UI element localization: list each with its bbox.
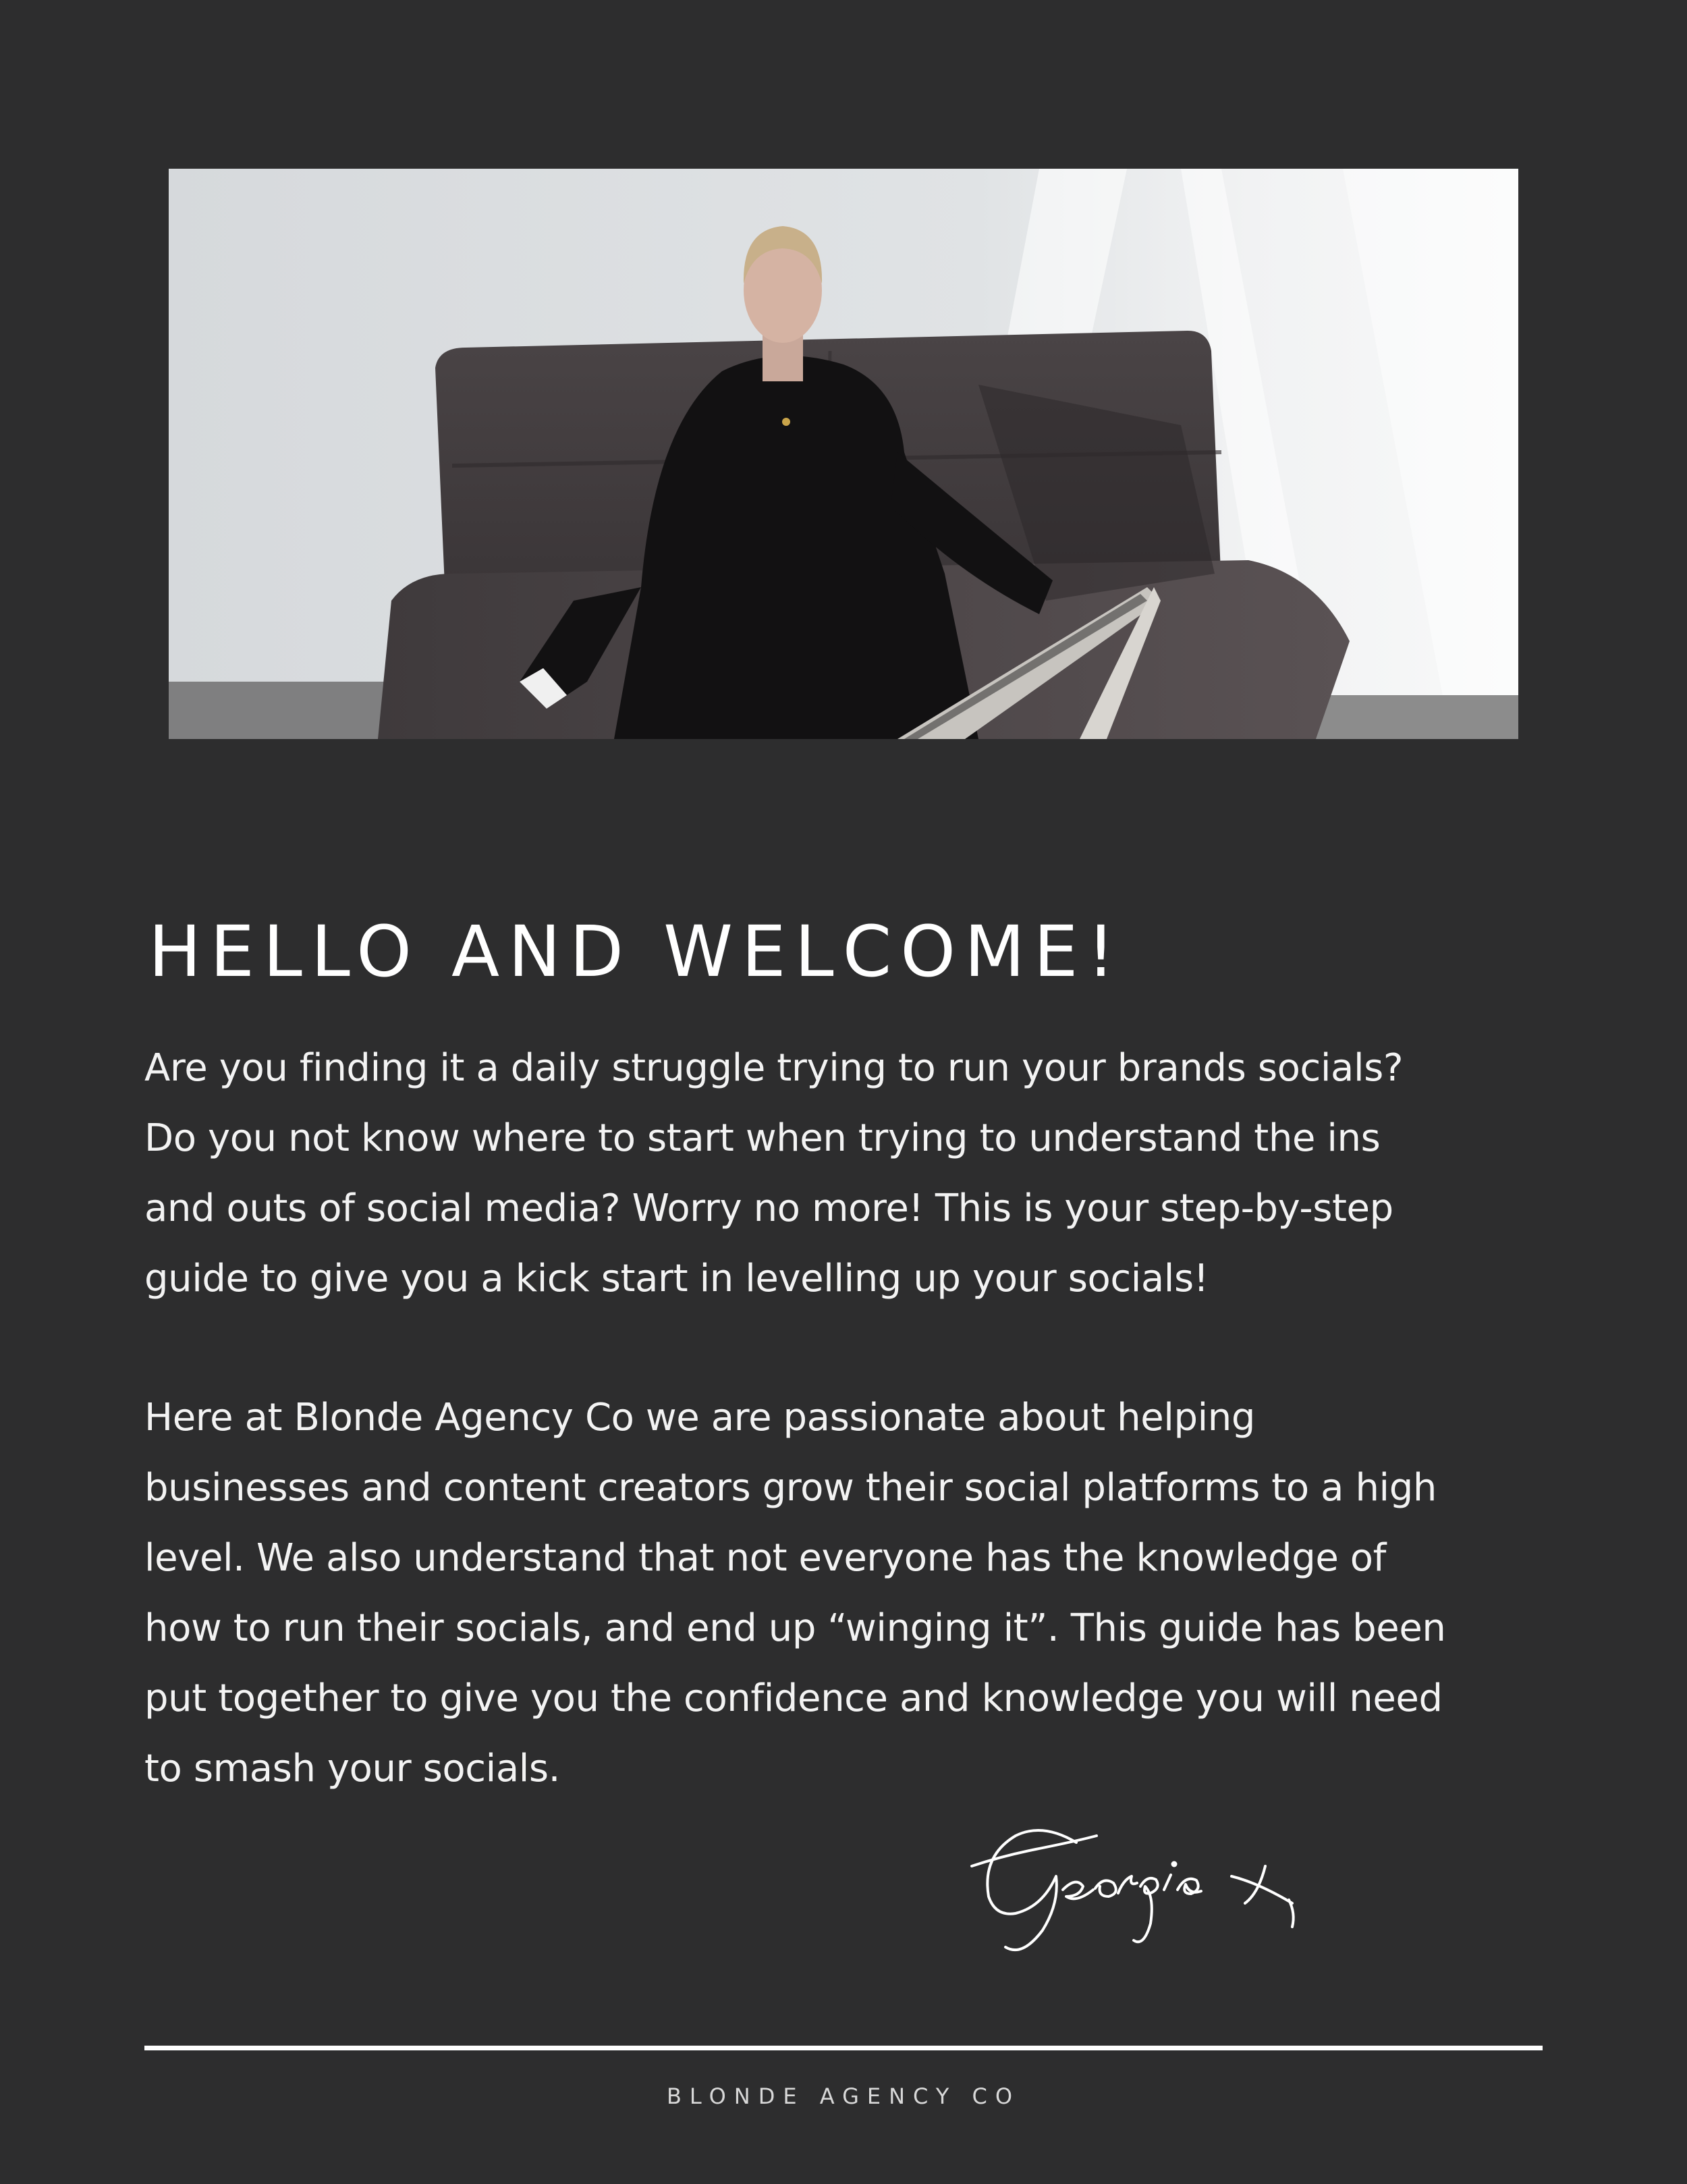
footer-brand: BLONDE AGENCY CO	[666, 2083, 1021, 2109]
signature-icon	[941, 1802, 1346, 1964]
about-line: businesses and content creators grow their social platforms to a high	[144, 1466, 1437, 1510]
about-line: to smash your socials.	[144, 1747, 561, 1791]
intro-line: Are you finding it a daily struggle trying to run your brands socials?	[144, 1046, 1404, 1090]
portrait-photo-icon	[169, 169, 1518, 739]
intro-paragraph	[144, 1033, 1561, 1314]
intro-line: and outs of social media? Worry no more! This is your step-by-step	[144, 1186, 1393, 1230]
about-line: level. We also understand that not everyone has the knowledge of	[144, 1536, 1386, 1580]
footer-divider	[144, 2046, 1543, 2050]
about-line: how to run their socials, and end up “winging it”. This guide has been	[144, 1606, 1446, 1650]
about-paragraph	[144, 1383, 1561, 1804]
about-line: put together to give you the confidence and knowledge you will need	[144, 1676, 1443, 1720]
hero-photo	[169, 169, 1518, 739]
intro-line: Do you not know where to start when trying to understand the ins	[144, 1116, 1381, 1160]
about-line: Here at Blonde Agency Co we are passionate about helping	[144, 1396, 1256, 1440]
signature	[941, 1802, 1346, 1964]
intro-line: guide to give you a kick start in levelling up your socials!	[144, 1257, 1209, 1301]
page-title: HELLO AND WELCOME!	[148, 910, 1124, 993]
